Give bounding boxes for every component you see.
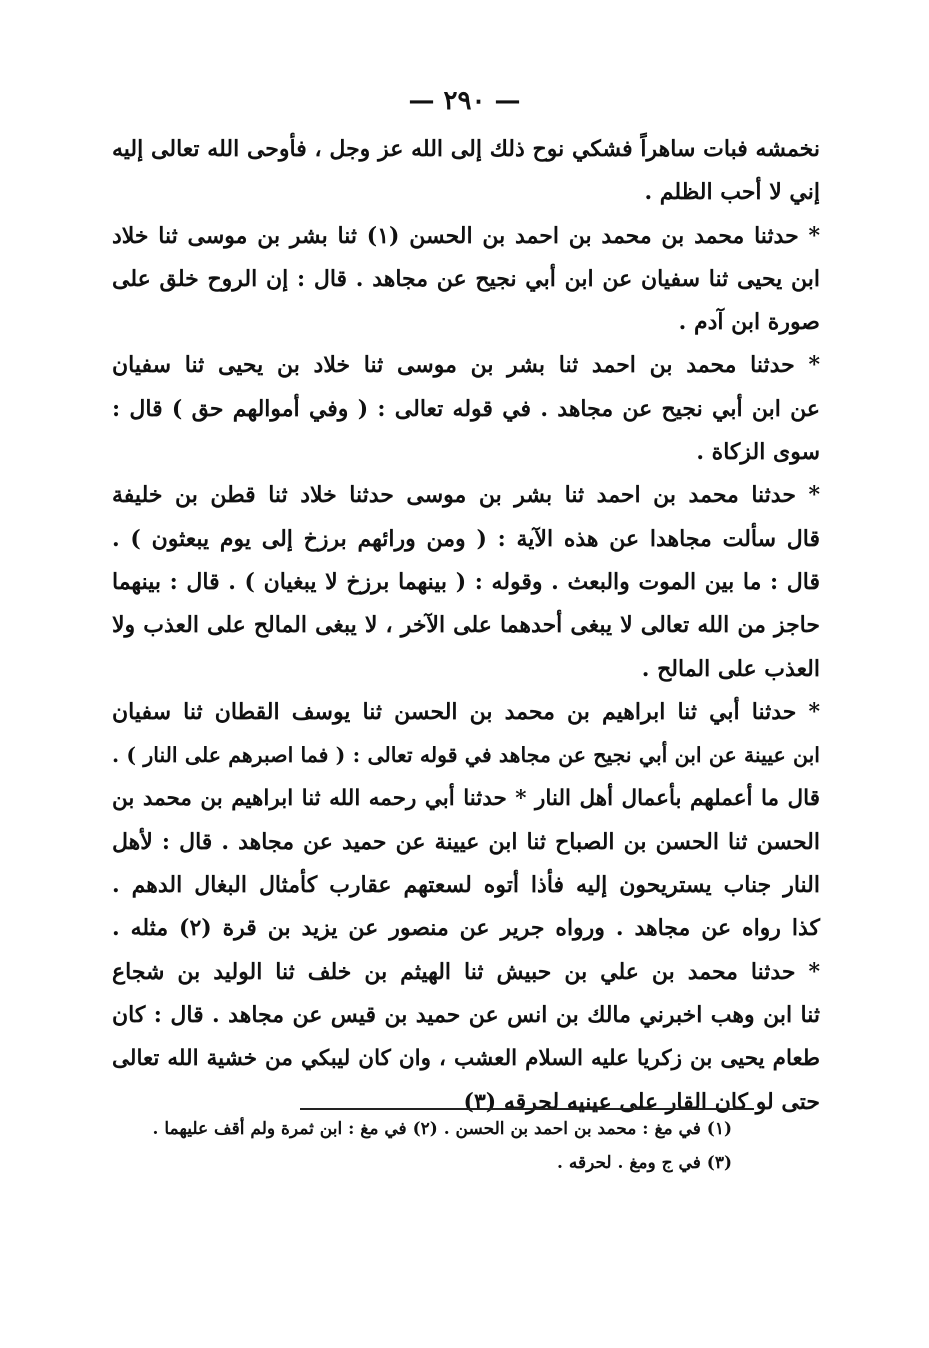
page-number: — ٢٩٠ — bbox=[408, 86, 521, 116]
text-line: عن ابن أبي نجيح عن مجاهد . في قوله تعالى : ( وفي أموالهم حق ) قال : bbox=[112, 395, 820, 422]
text-line: * حدثنا محمد بن احمد ثنا بشر بن موسى ثنا خلاد بن يحيى ثنا سفيان bbox=[112, 352, 820, 379]
text-line: * حدثنا محمد بن احمد ثنا بشر بن موسى حدثنا خلاد ثنا قطن بن خليفة bbox=[112, 482, 820, 509]
text-line: العذب على المالح . bbox=[641, 655, 820, 682]
text-line: نخمشه فبات ساهراً فشكي نوح ذلك إلى الله عز وجل ، فأوحى الله تعالى إليه bbox=[112, 136, 820, 162]
text-line: قال سألت مجاهدا عن هذه الآية : ( ومن ورائهم برزخ إلى يوم يبعثون ) . bbox=[112, 525, 820, 552]
text-line: النار جناب يستريحون إليه فأذا أتوه لسعتهم عقارب كأمثال البغال الدهم . bbox=[112, 872, 820, 899]
text-line: * حدثنا أبي ثنا ابراهيم بن محمد بن الحسن ثنا يوسف القطان ثنا سفيان bbox=[112, 698, 820, 725]
text-line: * حدثنا محمد بن محمد بن احمد بن الحسن (١) ثنا بشر بن موسى ثنا خلاد bbox=[112, 222, 820, 249]
footnote-line: (١) في مغ : محمد بن احمد بن الحسن . (٢) في مغ : ابن ثمرة ولم أقف عليهما . bbox=[152, 1119, 732, 1139]
text-line: ابن عيينة عن ابن أبي نجيح عن مجاهد في قوله تعالى : ( فما اصبرهم على النار ) . bbox=[112, 743, 820, 768]
text-line: قال : ما بين الموت والبعث . وقوله : ( بينهما برزخ لا يبغيان ) . قال : بينهما bbox=[112, 568, 820, 595]
text-line: كذا رواه عن مجاهد . ورواه جرير عن منصور عن يزيد بن قرة (٢) مثله . bbox=[112, 915, 821, 942]
text-line: حتى لو كان القار على عينيه لحرقه (٣) bbox=[463, 1088, 820, 1115]
text-line: حاجز من الله تعالى لا يبغى أحدهما على الآخر ، لا يبغى المالح على العذب ولا bbox=[112, 612, 820, 639]
footnotes bbox=[130, 1112, 732, 1180]
text-line: ابن يحيى ثنا سفيان عن ابن أبي نجيح عن مجاهد . قال : إن الروح خلق على bbox=[112, 265, 820, 292]
text-line: سوى الزكاة . bbox=[696, 439, 820, 466]
footnote-separator bbox=[300, 1108, 754, 1110]
text-line: صورة ابن آدم . bbox=[678, 309, 820, 336]
text-line: قال ما أعملهم بأعمال أهل النار * حدثنا أبي رحمه الله ثنا ابراهيم بن محمد بن bbox=[112, 786, 820, 812]
text-line: الحسن ثنا الحسن بن الصباح ثنا ابن عيينة عن حميد عن مجاهد . قال : لأهل bbox=[112, 828, 820, 855]
text-line: طعام يحيى بن زكريا عليه السلام العشب ، وان كان ليبكي من خشية الله تعالى bbox=[112, 1046, 820, 1072]
text-line: إني لا أحب الظلم . bbox=[644, 179, 820, 206]
body-text bbox=[112, 128, 820, 1124]
footnote-line: (٣) في ج ومغ . لحرقه . bbox=[557, 1153, 732, 1173]
text-line: * حدثنا محمد بن علي بن حبيش ثنا الهيثم بن خلف ثنا الوليد بن شجاع bbox=[112, 958, 820, 985]
text-line: ثنا ابن وهب اخبرني مالك بن انس عن حميد بن قيس عن مجاهد . قال : كان bbox=[112, 1001, 820, 1028]
